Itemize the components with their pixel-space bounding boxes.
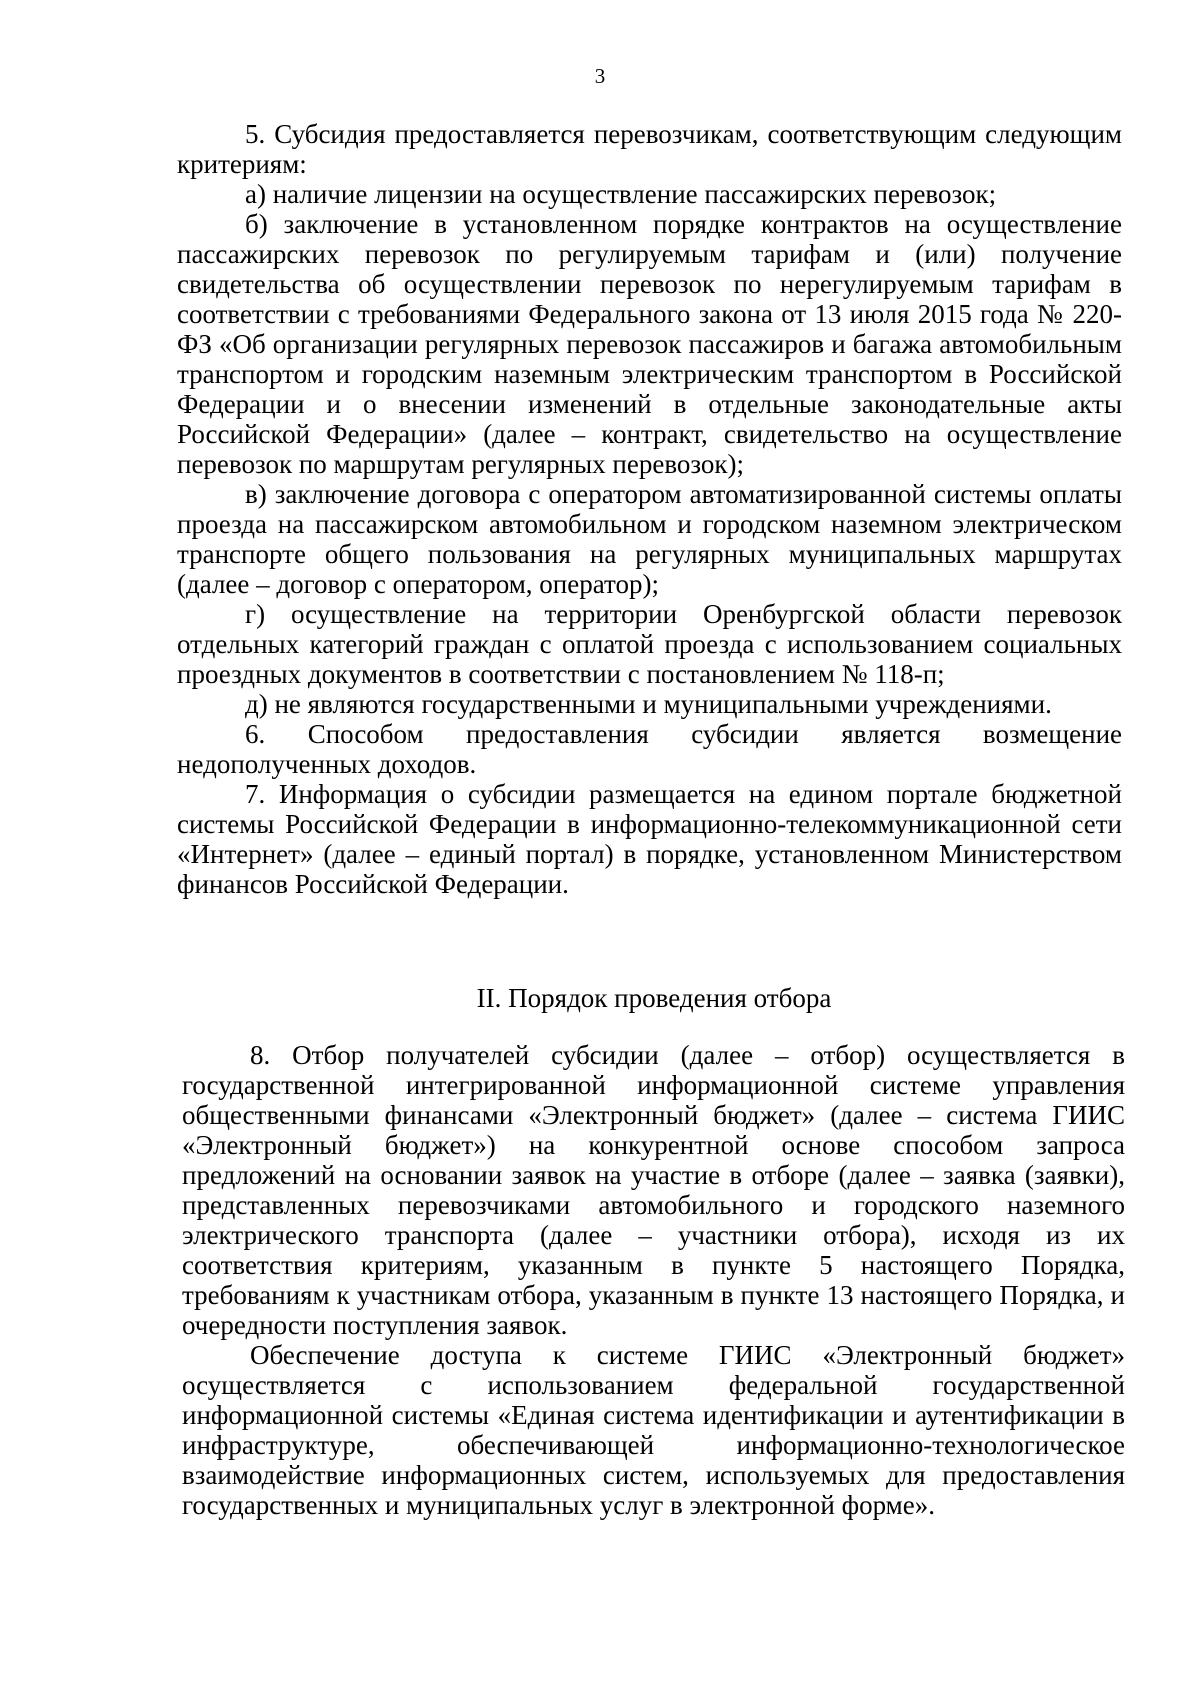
page-number: 3 bbox=[594, 64, 606, 88]
section-1-text bbox=[177, 119, 1122, 899]
section-2-heading: II. Порядок проведения отбора bbox=[476, 983, 832, 1013]
paragraph-8: 8. Отбор получателей субсидии (далее – отбор) осуществляется в государственной интегрированной информационной системе управления общественными финансами «Электронный бюджет» (далее – система ГИИС «Электронный бюджет») на конкурентной основе способом запроса предложений на основании заявок на участие в отборе (далее – заявка (заявки), представленных перевозчиками автомобильного и городского наземного электрического транспорта (далее – участники отбора), исходя из их соответствия критериям, указанным в пункте 5 настоящего Порядка, требованиям к участникам отбора, указанным в пункте 13 настоящего Порядка, и очередности поступления заявок. bbox=[182, 1040, 1125, 1340]
criterion-d: д) не являются государственными и муниципальными учреждениями. bbox=[245, 689, 1052, 719]
paragraph-8-access: Обеспечение доступа к системе ГИИС «Электронный бюджет» осуществляется с использованием федеральной государственной информационной системы «Единая система идентификации и аутентификации в инфраструктуре, обеспечивающей информационно-технологическое взаимодействие информационных систем, используемых для предоставления государственных и муниципальных услуг в электронной форме». bbox=[182, 1340, 1125, 1520]
paragraph-5: 5. Субсидия предоставляется перевозчикам, соответствующим следующим критериям: bbox=[177, 119, 1122, 179]
criterion-a: а) наличие лицензии на осуществление пассажирских перевозок; bbox=[245, 179, 997, 209]
paragraph-7: 7. Информация о субсидии размещается на едином портале бюджетной системы Российской Федерации в информационно-телекоммуникационной сети «Интернет» (далее – единый портал) в порядке, установленном Министерством финансов Российской Федерации. bbox=[177, 779, 1122, 899]
criterion-g: г) осуществление на территории Оренбургской области перевозок отдельных категорий граждан с оплатой проезда с использованием социальных проездных документов в соответствии с постановлением № 118-п; bbox=[177, 599, 1122, 689]
criterion-v: в) заключение договора с оператором автоматизированной системы оплаты проезда на пассажирском автомобильном и городском наземном электрическом транспорте общего пользования на регулярных муниципальных маршрутах (далее – договор с оператором, оператор); bbox=[177, 479, 1122, 599]
criterion-b: б) заключение в установленном порядке контрактов на осуществление пассажирских перевозок по регулируемым тарифам и (или) получение свидетельства об осуществлении перевозок по нерегулируемым тарифам в соответствии с требованиями Федерального закона от 13 июля 2015 года № 220-ФЗ «Об организации регулярных перевозок пассажиров и багажа автомобильным транспортом и городским наземным электрическим транспортом в Российской Федерации и о внесении изменений в отдельные законодательные акты Российской Федерации» (далее – контракт, свидетельство на осуществление перевозок по маршрутам регулярных перевозок); bbox=[177, 209, 1122, 479]
section-2-text bbox=[182, 1040, 1125, 1520]
paragraph-6: 6. Способом предоставления субсидии является возмещение недополученных доходов. bbox=[177, 719, 1122, 779]
